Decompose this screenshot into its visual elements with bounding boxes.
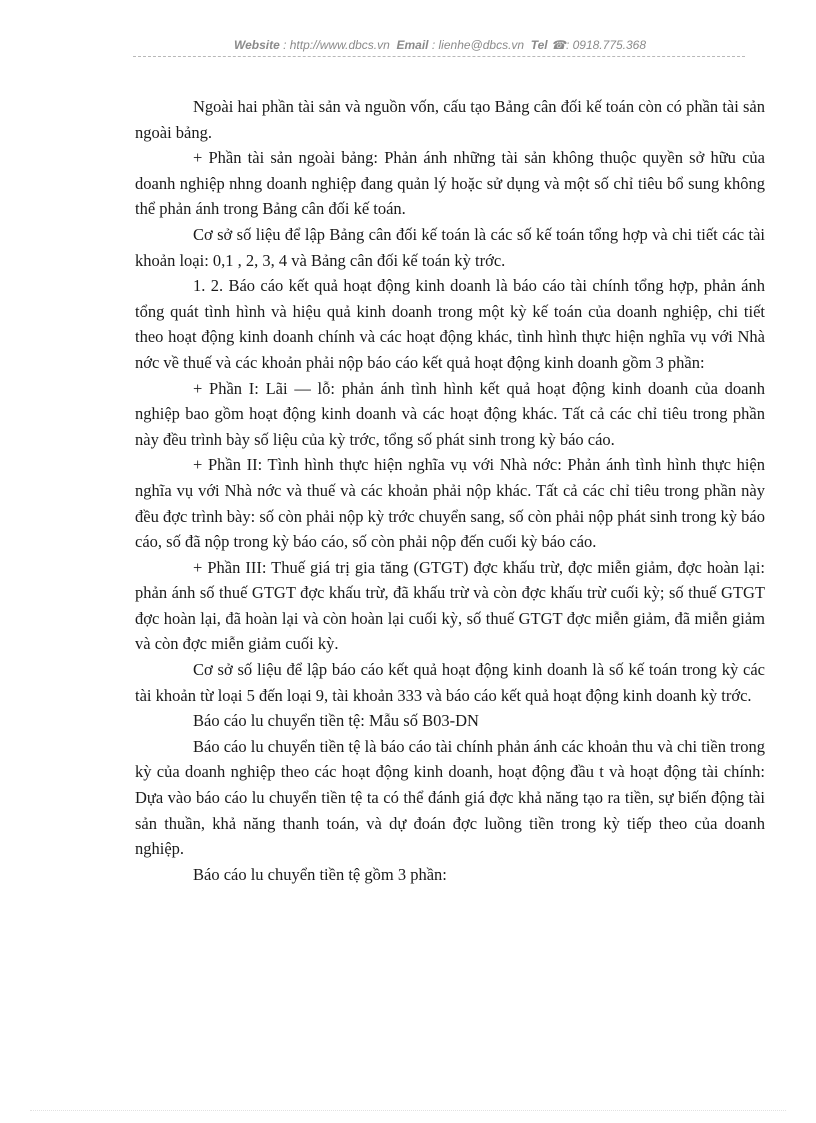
tel-value: ☎: 0918.775.368 [551,38,647,52]
paragraph: Báo cáo lu chuyển tiền tệ là báo cáo tài chính phản ánh các khoản thu và chi tiền trong kỳ của doanh nghiệp theo các hoạt động kinh doanh, hoạt động đầu t và hoạt động tài chính: Dựa vào báo cáo lu chuyển tiền tệ ta có thể đánh giá đợc khả năng tạo ra tiền, sự biến động tài sản thuần, khả năng thanh toán, và dự đoán đợc luồng tiền trong kỳ tiếp theo của doanh nghiệp. [135,736,765,859]
email-label: Email [396,38,429,52]
paragraph: + Phần tài sản ngoài bảng: Phản ánh những tài sản không thuộc quyền sở hữu của doanh nghiệp nhng doanh nghiệp đang quản lý hoặc sử dụng và một số chỉ tiêu bổ sung không thể phản ánh trong Bảng cân đối kế toán. [135,148,765,219]
footer-divider [30,1110,786,1111]
paragraph: Cơ sở số liệu để lập Bảng cân đối kế toán là các số kế toán tổng hợp và chi tiết các tài khoản loại: 0,1 , 2, 3, 4 và Bảng cân đối kế toán kỳ trớc. [135,224,765,270]
page-header [135,38,745,52]
website-value: : http://www.dbcs.vn [283,38,390,52]
paragraph: + Phần I: Lãi — lỗ: phản ánh tình hình kết quả hoạt động kinh doanh của doanh nghiệp bao gồm hoạt động kinh doanh và các hoạt động khác. Tất cả các chỉ tiêu trong phần này đều trình bày số liệu của kỳ trớc, tổng số phát sinh trong kỳ báo cáo. [135,378,765,449]
paragraph: Báo cáo lu chuyển tiền tệ gồm 3 phần: [193,864,447,884]
tel-label: Tel [530,38,548,52]
header-divider [133,56,745,57]
paragraph: Ngoài hai phần tài sản và nguồn vốn, cấu tạo Bảng cân đối kế toán còn có phần tài sản ngoài bảng. [135,97,765,142]
paragraph: + Phần III: Thuế giá trị gia tăng (GTGT) đợc khấu trừ, đợc miễn giảm, đợc hoàn lại: phản ánh số thuế GTGT đợc khấu trừ, đã khấu trừ và còn đợc khấu trừ cuối kỳ; số thuế GTGT đợc hoàn lại, đã hoàn lại và còn hoàn lại cuối kỳ, số thuế GTGT đợc miễn giảm, đã miễn giảm và còn đợc miễn giảm cuối kỳ. [135,557,765,654]
email-value: : lienhe@dbcs.vn [431,38,525,52]
website-label: Website [233,38,280,52]
paragraph: 1. 2. Báo cáo kết quả hoạt động kinh doanh là báo cáo tài chính tổng hợp, phản ánh tổng quát tình hình và hiệu quả kinh doanh trong một kỳ kế toán của doanh nghiệp, chi tiết theo hoạt động kinh doanh chính và các hoạt động khác, tình hình thực hiện nghĩa vụ với Nhà nớc về thuế và các khoản phải nộp báo cáo kết quả hoạt động kinh doanh gồm 3 phần: [135,276,765,372]
paragraph: + Phần II: Tình hình thực hiện nghĩa vụ với Nhà nớc: Phản ánh tình hình thực hiện nghĩa vụ với Nhà nớc và thuế và các khoản phải nộp khác. Tất cả các chỉ tiêu trong phần này đều đợc trình bày: số còn phải nộp kỳ trớc chuyển sang, số còn phải nộp phát sinh trong kỳ báo cáo, số đã nộp trong kỳ báo cáo, số còn phải nộp đến cuối kỳ báo cáo. [135,455,765,552]
paragraph: Báo cáo lu chuyển tiền tệ: Mẫu số B03-DN [193,711,479,731]
paragraph: Cơ sở số liệu để lập báo cáo kết quả hoạt động kinh doanh là số kế toán trong kỳ các tài khoản từ loại 5 đến loại 9, tài khoản 333 và báo cáo kết quả hoạt động kinh doanh kỳ trớc. [135,660,765,705]
document-body [135,94,765,887]
